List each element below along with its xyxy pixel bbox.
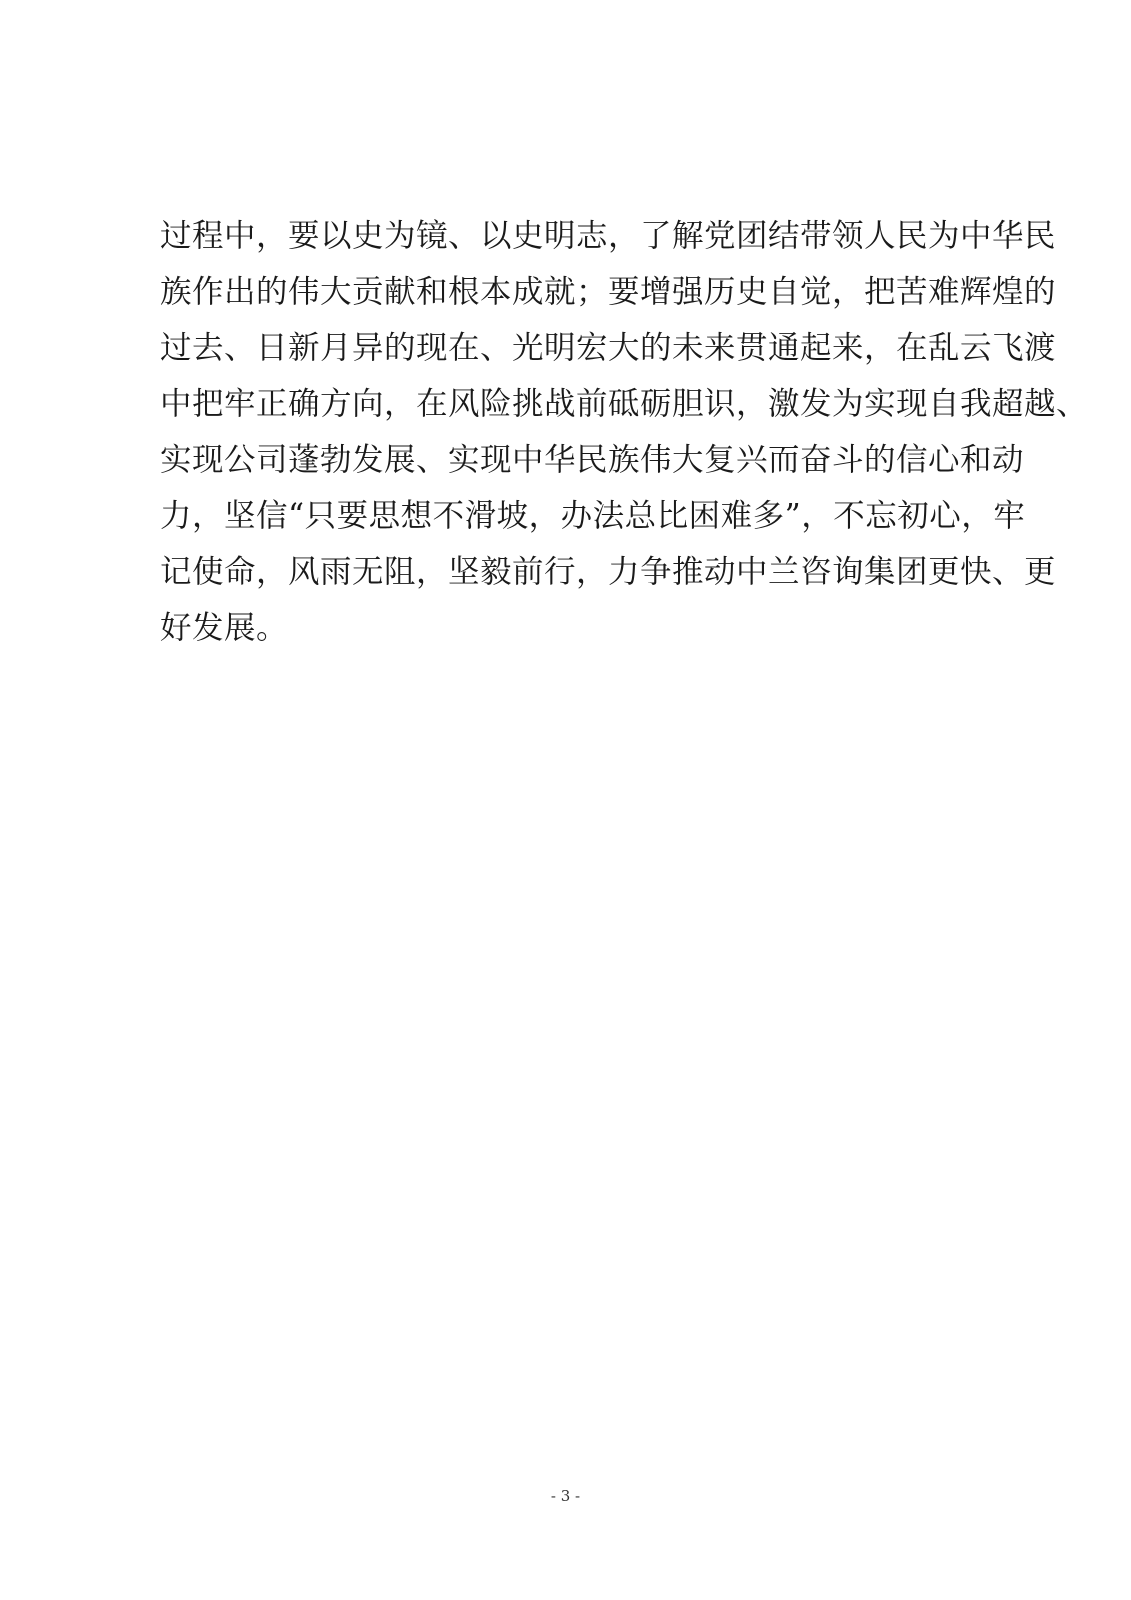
paragraph-line: 力，坚信“只要思想不滑坡，办法总比困难多”，不忘初心，牢 — [160, 498, 1026, 534]
paragraph-line: 中把牢正确方向，在风险挑战前砥砺胆识，激发为实现自我超越、 — [160, 386, 1089, 422]
paragraph-line: 过程中，要以史为镜、以史明志，了解党团结带领人民为中华民 — [160, 218, 1057, 254]
paragraph-line: 实现公司蓬勃发展、实现中华民族伟大复兴而奋斗的信心和动 — [160, 442, 1025, 478]
paragraph-line: 族作出的伟大贡献和根本成就；要增强历史自觉，把苦难辉煌的 — [160, 274, 1057, 310]
page-number: - 3 - — [550, 1487, 581, 1505]
paragraph-line: 好发展。 — [160, 610, 289, 646]
body-paragraph — [160, 208, 1089, 656]
paragraph-line: 记使命，风雨无阻，坚毅前行，力争推动中兰咨询集团更快、更 — [160, 554, 1057, 590]
paragraph-line: 过去、日新月异的现在、光明宏大的未来贯通起来，在乱云飞渡 — [160, 330, 1057, 366]
